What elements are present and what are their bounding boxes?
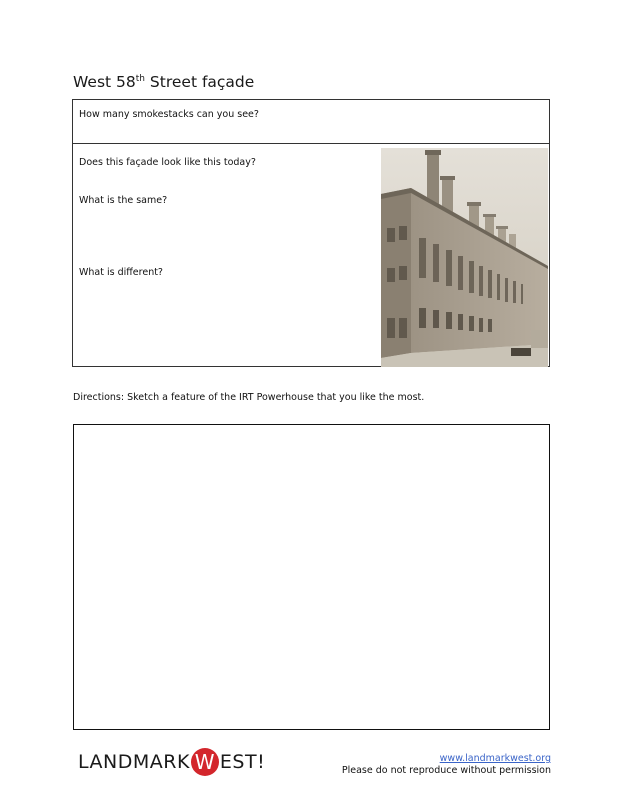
page-title: West 58th Street façade xyxy=(73,73,255,91)
question-row-1 xyxy=(73,100,549,144)
question-table xyxy=(72,99,550,367)
landmark-west-logo: LANDMARK W EST! xyxy=(78,750,266,774)
question-facade-today: Does this façade look like this today? xyxy=(79,157,256,168)
website-link[interactable]: www.landmarkwest.org xyxy=(439,753,551,764)
sketch-directions: Directions: Sketch a feature of the IRT Powerhouse that you like the most. xyxy=(73,392,425,403)
question-different: What is different? xyxy=(79,267,163,278)
permission-notice: Please do not reproduce without permission xyxy=(341,765,551,776)
question-same: What is the same? xyxy=(79,195,168,206)
sketch-area[interactable] xyxy=(73,424,550,730)
question-smokestacks: How many smokestacks can you see? xyxy=(79,109,259,120)
powerhouse-photo xyxy=(381,148,548,367)
